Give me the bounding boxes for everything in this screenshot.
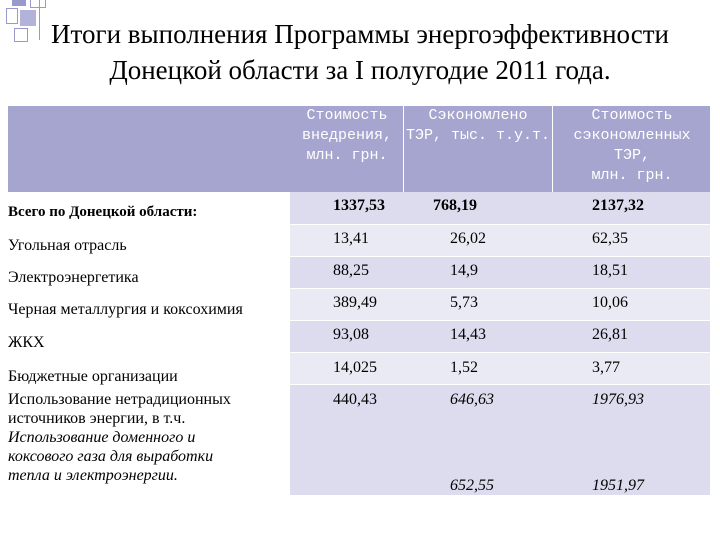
table-cell: 93,08 — [333, 326, 369, 343]
table-row-label: Угольная отрасль — [8, 237, 127, 254]
table-cell: 389,49 — [333, 294, 377, 311]
table-cell: 62,35 — [592, 230, 628, 247]
column-header-cost: Стоимость внедрения, млн. грн. — [301, 107, 392, 164]
header-divider-1 — [403, 106, 404, 192]
table-cell: 14,025 — [333, 359, 377, 376]
cell-total-saved: 768,19 — [433, 197, 477, 214]
table-cell: 26,81 — [592, 326, 628, 343]
header-divider-2 — [552, 106, 553, 192]
table-cell: 10,06 — [592, 294, 628, 311]
table-cell: 13,41 — [333, 230, 369, 247]
title-line-1: Итоги выполнения Программы энергоэффективности — [51, 19, 669, 49]
table-cell: 18,51 — [592, 262, 628, 279]
table-cell: 652,55 — [450, 477, 494, 494]
table-cell: 1976,93 — [592, 391, 644, 408]
table-cell: 14,43 — [450, 326, 486, 343]
table-cell: 1,52 — [450, 359, 478, 376]
column-header-saved: Сэкономлено ТЭР, тыс. т.у.т. — [405, 107, 551, 144]
decor-square-1 — [12, 0, 26, 6]
page-title — [0, 16, 720, 88]
table-row-label-total: Всего по Донецкой области: — [8, 204, 198, 220]
table-cell: 26,02 — [450, 230, 486, 247]
title-line-2: Донецкой области за I полугодие 2011 года. — [109, 55, 611, 85]
table-cell: 5,73 — [450, 294, 478, 311]
table-cell: 14,9 — [450, 262, 478, 279]
decor-square-2 — [30, 0, 46, 8]
table-row-label: Черная металлургия и коксохимия — [8, 301, 243, 318]
table-cell: 3,77 — [592, 359, 620, 376]
table-cell: 646,63 — [450, 391, 494, 408]
table-row-label: Использование доменного и коксового газа для выработки тепла и электроэнергии. — [8, 429, 214, 484]
table-row-label: Использование нетрадиционных источников энергии, в т.ч. — [8, 391, 231, 427]
column-header-saved-cost: Стоимость сэкономленных ТЭР, млн. грн. — [573, 107, 691, 184]
cell-total-cost: 1337,53 — [333, 197, 385, 214]
table-cell: 1951,97 — [592, 477, 644, 494]
table-row-label: ЖКХ — [8, 334, 45, 351]
cell-total-saved-cost: 2137,32 — [592, 197, 644, 214]
table-cell: 440,43 — [333, 391, 377, 408]
table-row-label: Электроэнергетика — [8, 269, 139, 286]
table-cell: 88,25 — [333, 262, 369, 279]
table-row-label: Бюджетные организации — [8, 368, 178, 385]
